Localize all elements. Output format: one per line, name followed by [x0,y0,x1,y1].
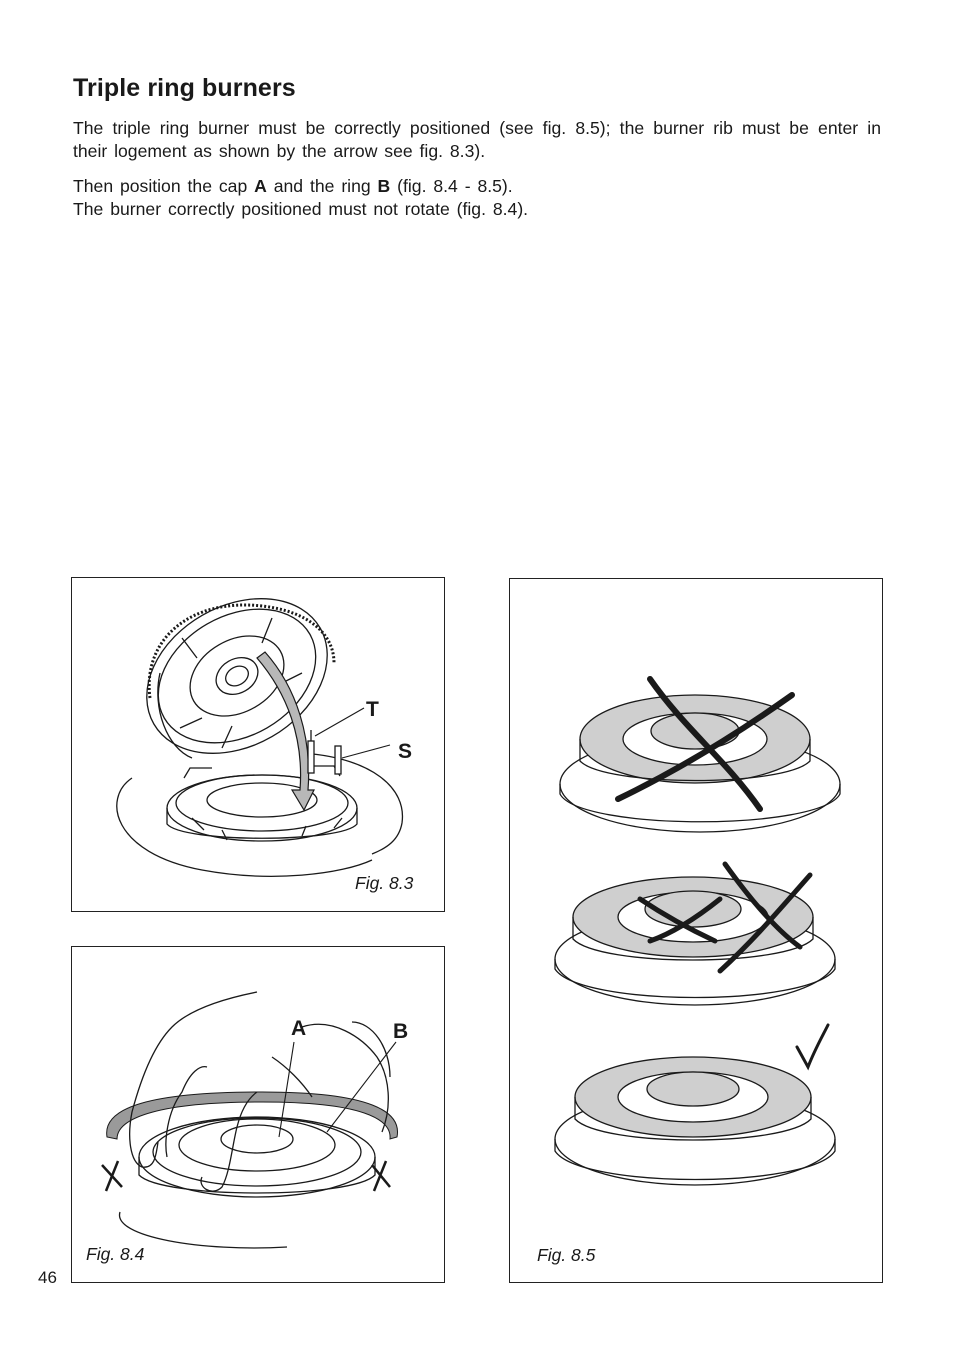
figure-caption: Fig. 8.4 [86,1244,145,1264]
label-t: T [366,698,379,721]
ring-label-inline: B [377,176,391,196]
label-b: B [393,1020,409,1043]
burner-correct [555,1057,835,1185]
burner-alignment-illustration [72,578,444,911]
page-title: Triple ring burners [73,74,296,102]
cap-label-inline: A [254,176,267,196]
figure-8-5 [509,578,883,1283]
burner-position-comparison-illustration [510,579,882,1282]
figure-8-3 [71,577,445,912]
label-s: S [398,740,413,763]
figure-8-4 [71,946,445,1283]
instruction-text-2: and the ring [266,176,378,196]
intro-paragraph: The triple ring burner must be correctly positioned (see fig. 8.5); the burner rib must be enter in their logement as shown by the arrow see fig. 8.3). [73,118,881,161]
figure-caption: Fig. 8.5 [537,1245,596,1265]
burner-incorrect-1 [560,695,840,832]
instruction-text-1: Then position the cap [73,176,255,196]
label-a: A [291,1017,307,1040]
figure-caption: Fig. 8.3 [355,873,414,893]
instruction-paragraph [73,175,881,221]
hand-positioning-cap-illustration [72,947,444,1282]
checkmark-icon [797,1025,828,1067]
instruction-text-4: The burner correctly positioned must not rotate (fig. 8.4). [73,199,529,219]
instruction-text-3: (fig. 8.4 - 8.5). [390,176,513,196]
page-number: 46 [38,1268,57,1287]
